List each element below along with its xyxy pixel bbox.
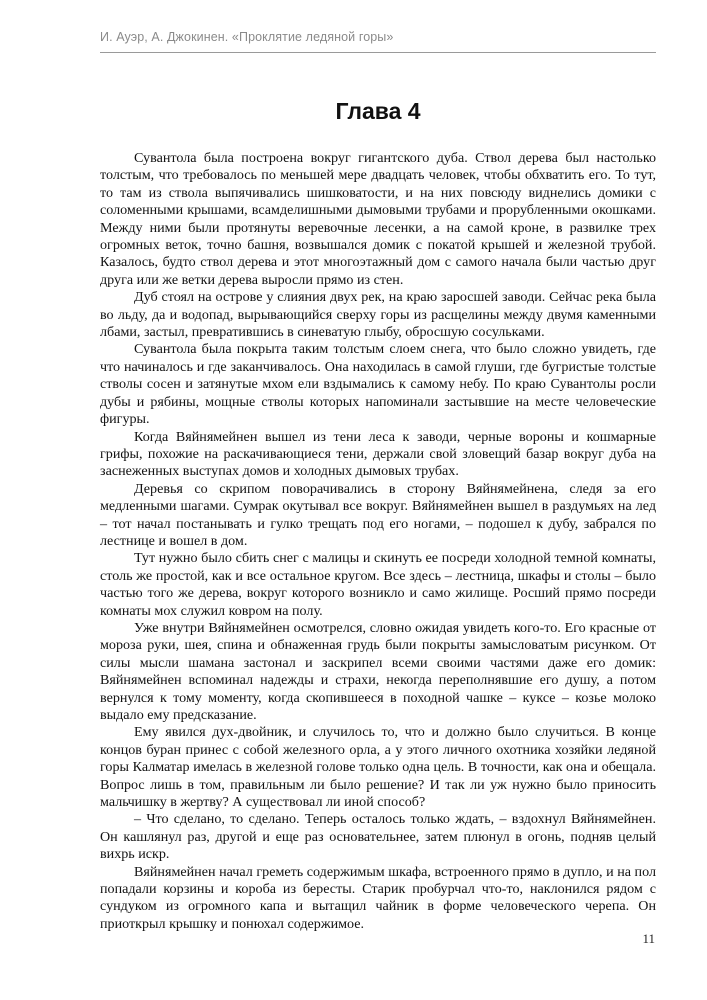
- paragraph: Вяйнямейнен начал греметь содержимым шкафа, встроенного прямо в дупло, и на пол попадали корзины и короба из бересты. Старик пробурчал что-то, наклонился рядом с сундуком из огромного капа и вытащил чайник в форме человеческого черепа. Он приоткрыл крышку и понюхал содержимое.: [100, 863, 656, 932]
- paragraph: Когда Вяйнямейнен вышел из тени леса к заводи, черные вороны и кошмарные грифы, похожие на раскачивающиеся тени, держали свой зловещий базар вокруг дуба на заснеженных выступах домов и холодных дымовых трубах.: [100, 428, 656, 480]
- paragraph: Дуб стоял на острове у слияния двух рек, на краю заросшей заводи. Сейчас река была во льду, да и водопад, вырывающийся сверху горы из расщелины между двумя каменными лбами, застыл, превратившись в синеватую глыбу, обросшую сосульками.: [100, 289, 656, 341]
- paragraph: Тут нужно было сбить снег с малицы и скинуть ее посреди холодной темной комнаты, столь же простой, как и все остальное кругом. Все здесь – лестница, шкафы и столы – было частью того же дерева, вокруг которого возникло и само жилище. Росший прямо посреди комнаты мох служил ковром на полу.: [100, 550, 656, 619]
- paragraph: Сувантола была покрыта таким толстым слоем снега, что было сложно увидеть, где что начиналось и где заканчивалось. Она находилась в самой глуши, где бугристые толстые стволы сосен и затянутые мхом ели вздымались к самому небу. По краю Сувантолы росли дубы и рябины, мощные стволы которых напоминали застывшие на месте человеческие фигуры.: [100, 341, 656, 428]
- chapter-body: [100, 150, 656, 933]
- paragraph: Деревья со скрипом поворачивались в сторону Вяйнямейнена, следя за его медленными шагами. Сумрак окутывал все вокруг. Вяйнямейнен вышел в раздумьях на лед – тот начал постанывать и гулко трещать под его ногами, – подошел к дубу, забрался по лестнице и вошел в дом.: [100, 480, 656, 549]
- paragraph: Ему явился дух-двойник, и случилось то, что и должно было случиться. В конце концов буран принес с собой железного орла, а у этого личного охотника хозяйки ледяной горы Калматар имелась в железной голове только одна цель. В точности, как она и обещала. Вопрос лишь в том, правильным ли было решение? И так ли уж нужно было приносить мальчишку в жертву? А существовал ли иной способ?: [100, 724, 656, 811]
- header-rule: [100, 52, 656, 53]
- page-number: 11: [642, 931, 655, 946]
- paragraph: Уже внутри Вяйнямейнен осмотрелся, словно ожидая увидеть кого-то. Его красные от мороза руки, шея, спина и обнаженная грудь были покрыты замысловатым рисунком. От силы мысли шамана застонал и заскрипел всеми своими частями даже его домик: Вяйнямейнен вспоминал надежды и страхи, некогда переполнявшие его душу, а потом вернулся к тому моменту, когда скопившееся в походной чашке – куксе – козье молоко выдало ему предсказание.: [100, 619, 656, 723]
- running-head: И. Ауэр, А. Джокинен. «Проклятие ледяной горы»: [100, 30, 394, 44]
- paragraph: Сувантола была построена вокруг гигантского дуба. Ствол дерева был настолько толстым, что требовалось по меньшей мере двадцать человек, чтобы обхватить его. То тут, то там из ствола выпячивались шишковатости, и на них повсюду виднелись домики с соломенными крышами, всамделишными дымовыми трубами и прорубленными окошками. Между ними были протянуты веревочные лесенки, а на самой кроне, в развилке трех огромных веток, точно башня, возвышался домик с покатой крышей и железной трубой. Казалось, будто ствол дерева и этот многоэтажный дом с самого начала были частью друг друга или же ветки дерева выросли прямо из стен.: [100, 150, 656, 288]
- chapter-title: Глава 4: [335, 98, 421, 124]
- paragraph: – Что сделано, то сделано. Теперь осталось только ждать, – вздохнул Вяйнямейнен. Он кашлянул раз, другой и еще раз основательнее, затем плюнул в огонь, подняв целый вихрь искр.: [100, 811, 656, 863]
